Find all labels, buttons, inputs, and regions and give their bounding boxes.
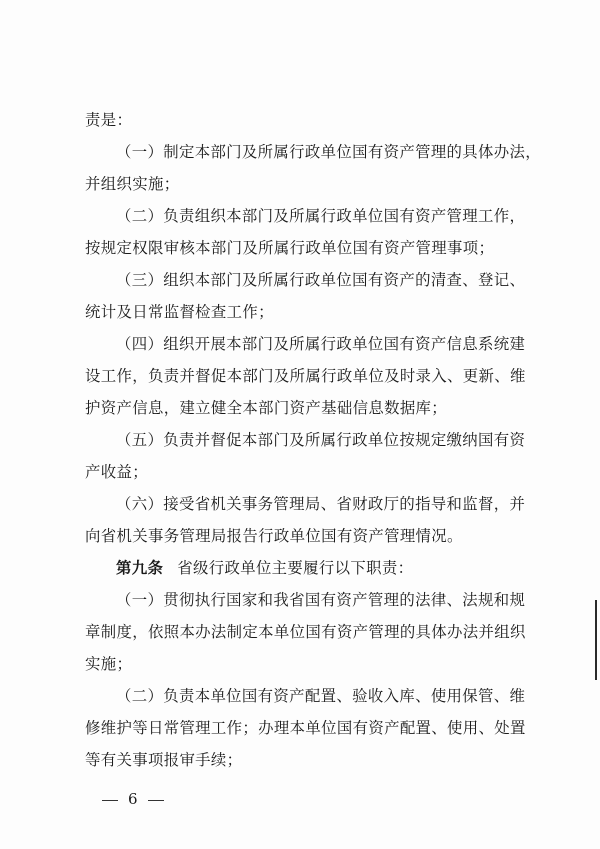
- article-heading-line: [116, 556, 413, 578]
- text-line: 等有关事项报审手续；: [85, 751, 243, 769]
- text-line: 护资产信息，建立健全本部门资产基础信息数据库；: [85, 399, 448, 417]
- text-line: 统计及日常监督检查工作；: [85, 303, 274, 321]
- text-line: 实施；: [85, 655, 133, 673]
- text-line: 按规定权限审核本部门及所属行政单位国有资产管理事项；: [85, 239, 495, 257]
- page-number: 6: [128, 790, 138, 808]
- text-line: 并组织实施；: [85, 175, 180, 193]
- text-line: （四）组织开展本部门及所属行政单位国有资产信息系统建: [116, 335, 526, 353]
- text-line: （一）制定本部门及所属行政单位国有资产管理的具体办法，: [116, 143, 541, 161]
- article-text: 省级行政单位主要履行以下职责：: [177, 559, 414, 577]
- article-number: 第九条: [116, 559, 164, 577]
- text-line: 设工作，负责并督促本部门及所属行政单位及时录入、更新、维: [85, 367, 526, 385]
- text-line: （二）负责本单位国有资产配置、验收入库、使用保管、维: [116, 687, 526, 705]
- scan-edge-mark: [595, 600, 597, 680]
- text-line: （三）组织本部门及所属行政单位国有资产的清查、登记、: [116, 271, 526, 289]
- footer-dash-left: [102, 800, 118, 801]
- text-line: （二）负责组织本部门及所属行政单位国有资产管理工作，: [116, 207, 526, 225]
- text-line: 修维护等日常管理工作；办理本单位国有资产配置、使用、处置: [85, 719, 526, 737]
- text-line: （六）接受省机关事务管理局、省财政厅的指导和监督，并: [116, 495, 526, 513]
- text-line: （一）贯彻执行国家和我省国有资产管理的法律、法规和规: [116, 591, 526, 609]
- text-line: 责是：: [85, 111, 133, 129]
- page-footer: [92, 790, 174, 808]
- text-line: 产收益；: [85, 463, 148, 481]
- text-line: 向省机关事务管理局报告行政单位国有资产管理情况。: [85, 527, 463, 545]
- text-line: （五）负责并督促本部门及所属行政单位按规定缴纳国有资: [116, 431, 526, 449]
- footer-dash-right: [148, 800, 164, 801]
- text-line: 章制度，依照本办法制定本单位国有资产管理的具体办法并组织: [85, 623, 526, 641]
